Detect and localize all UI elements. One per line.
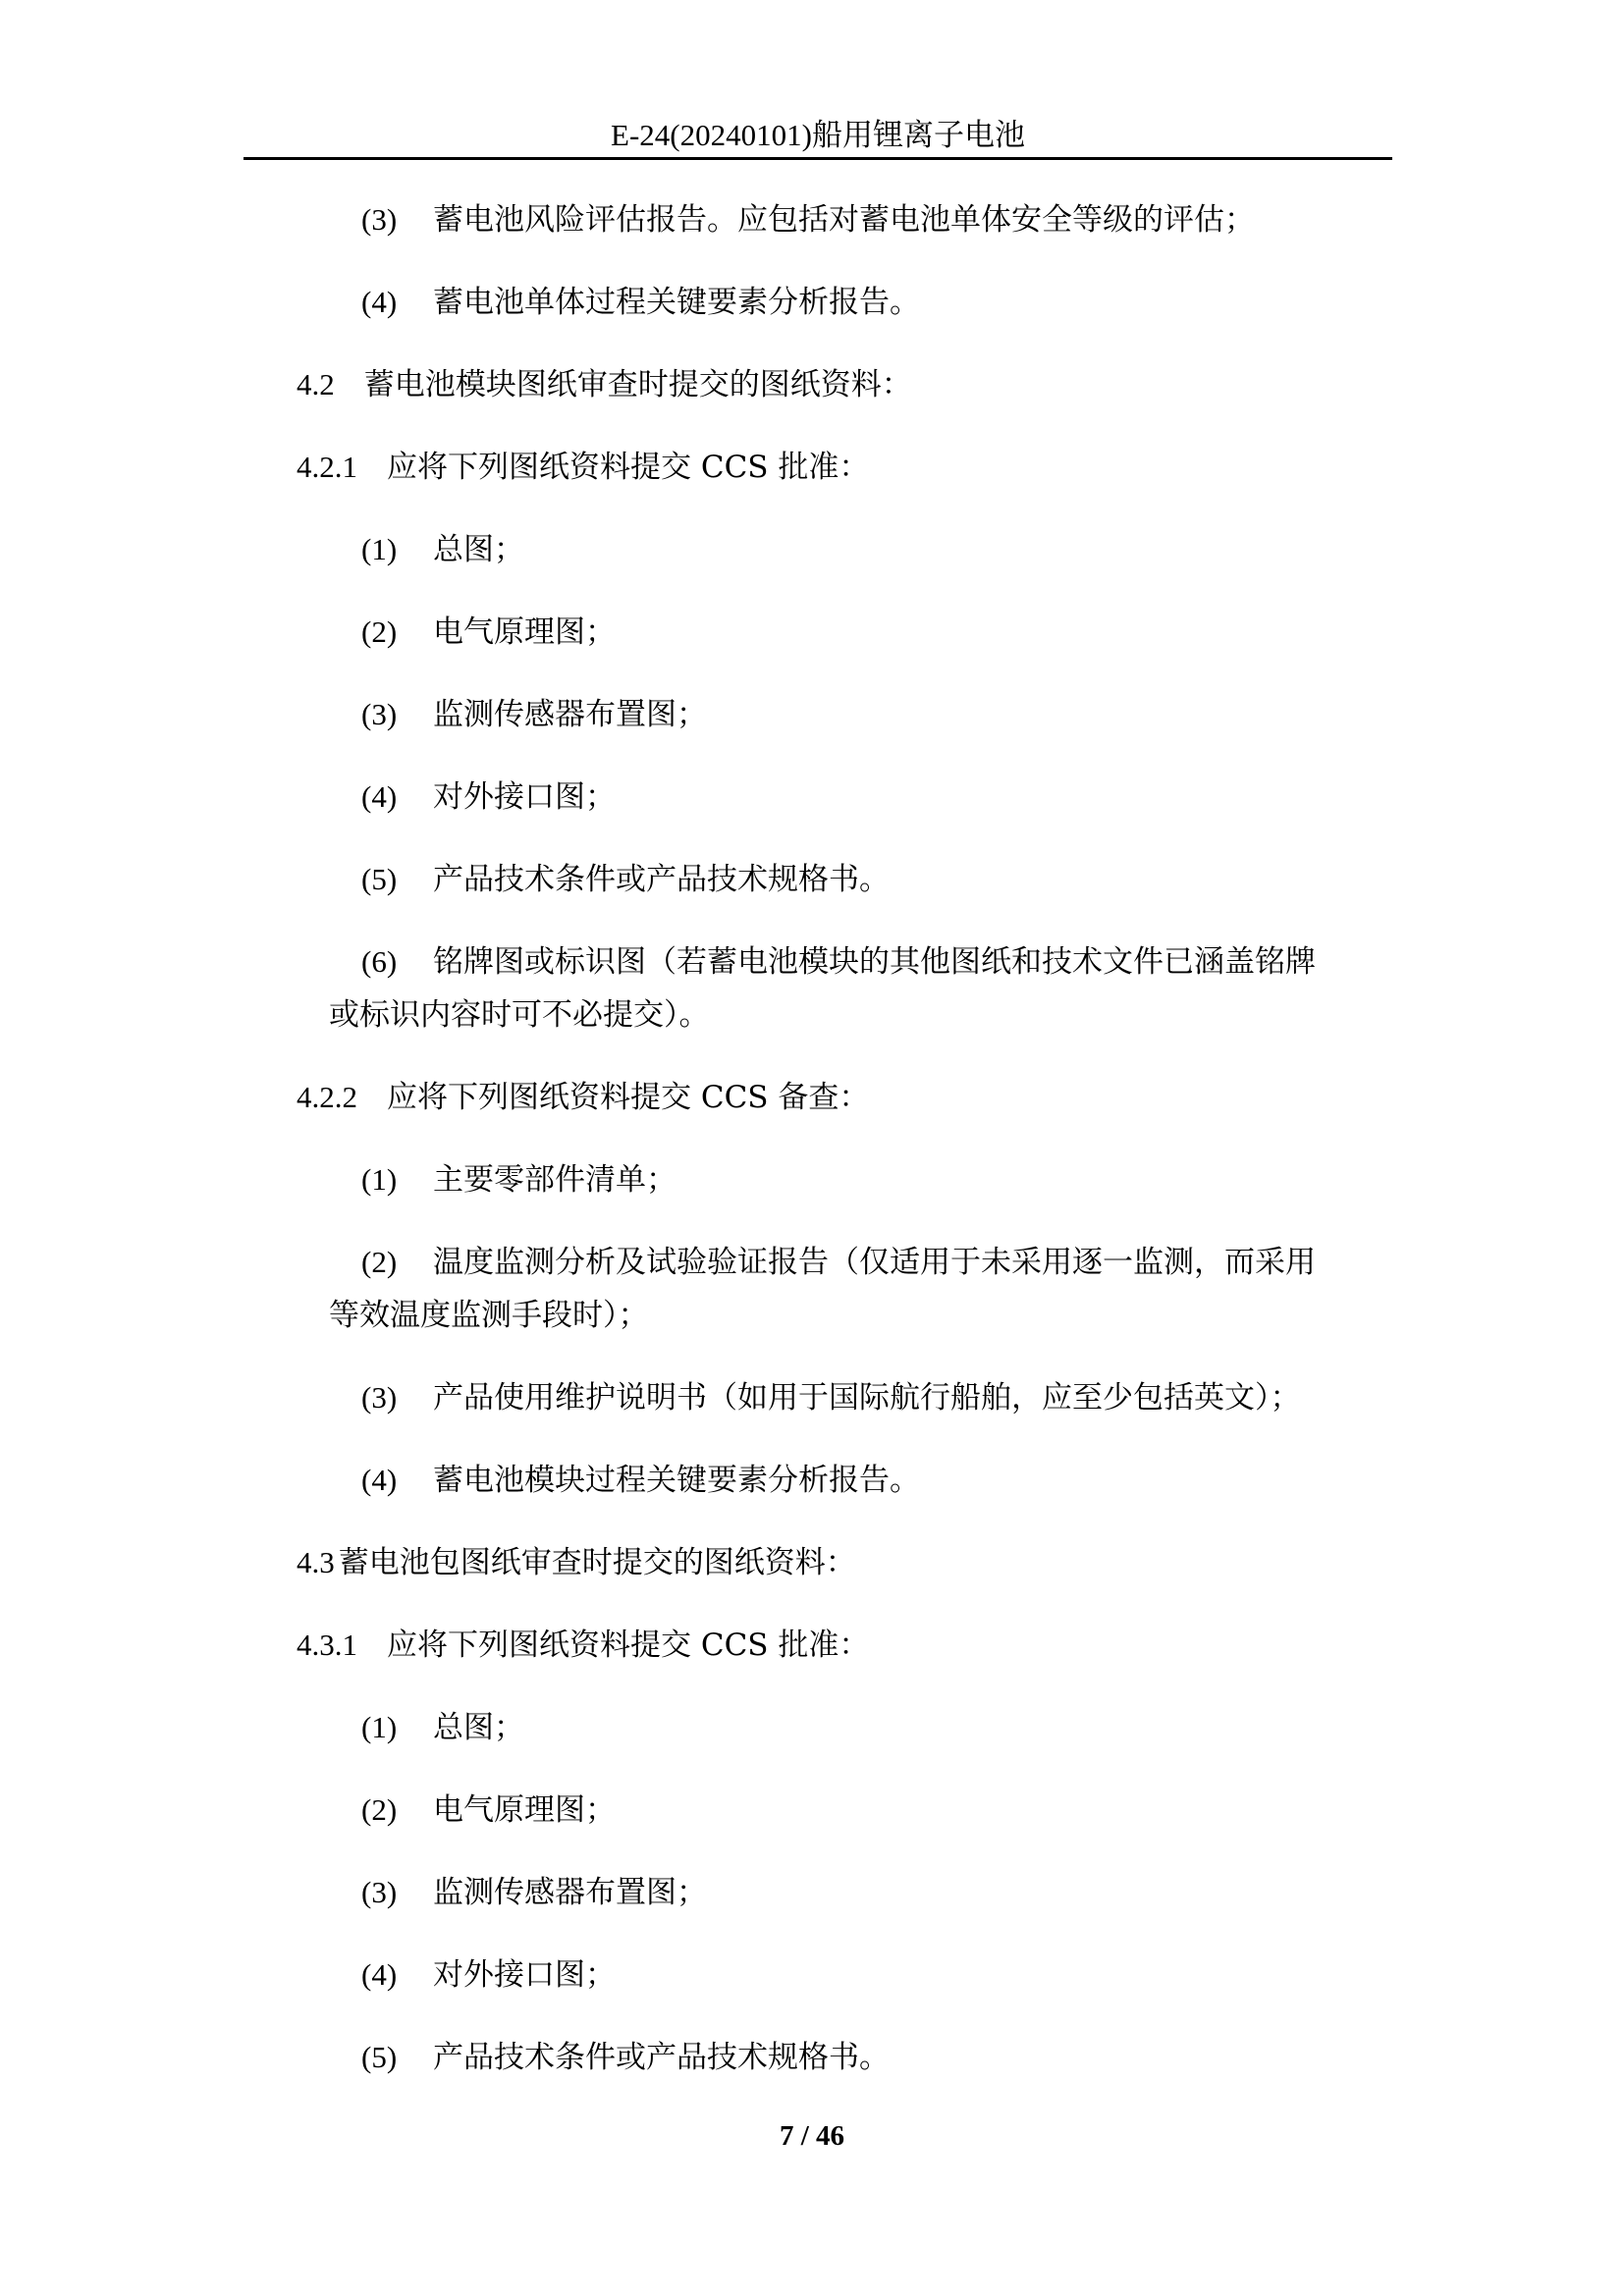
item-number: (4)	[361, 779, 398, 814]
item-text: 总图；	[433, 532, 524, 567]
item-text: 对外接口图；	[433, 779, 616, 815]
item-text: 产品技术条件或产品技术规格书。	[433, 862, 890, 897]
item-number: (6)	[361, 944, 398, 979]
item-text: 主要零部件清单；	[433, 1162, 677, 1198]
list-item	[361, 1243, 1316, 1282]
section-number: 4.3.1	[297, 1628, 357, 1662]
continuation-line: 等效温度监测手段时）；	[329, 1298, 649, 1333]
item-number: (5)	[361, 2040, 398, 2074]
item-number: (1)	[361, 1710, 398, 1744]
item-text: 产品技术条件或产品技术规格书。	[433, 2040, 890, 2075]
subsection-heading	[297, 1626, 869, 1665]
item-text: 蓄电池单体过程关键要素分析报告。	[433, 285, 920, 320]
section-number: 4.3	[297, 1545, 335, 1579]
item-number: (3)	[361, 1875, 398, 1909]
list-item	[361, 777, 616, 817]
list-item	[361, 530, 524, 569]
header-rule	[244, 157, 1392, 160]
list-item	[361, 860, 890, 899]
item-number: (2)	[361, 614, 398, 649]
section-heading	[297, 1543, 856, 1582]
section-number: 4.2.1	[297, 450, 357, 484]
list-item	[361, 1790, 616, 1830]
continuation-line: 或标识内容时可不必提交）。	[329, 997, 710, 1033]
item-text: 铭牌图或标识图（若蓄电池模块的其他图纸和技术文件已涵盖铭牌	[433, 944, 1316, 980]
subsection-heading	[297, 448, 869, 487]
list-item	[361, 1708, 524, 1747]
list-item	[361, 1461, 920, 1500]
list-item	[361, 2038, 890, 2077]
item-number: (4)	[361, 1463, 398, 1497]
item-number: (3)	[361, 697, 398, 731]
section-title: 应将下列图纸资料提交 CCS 批准：	[387, 450, 870, 485]
list-item	[361, 1955, 616, 1995]
list-item	[361, 1873, 707, 1912]
page-number: 7 / 46	[779, 2120, 845, 2152]
list-item	[361, 942, 1316, 982]
item-text: 产品使用维护说明书（如用于国际航行船舶，应至少包括英文）；	[433, 1380, 1301, 1415]
list-item	[361, 1160, 677, 1200]
item-text: 电气原理图；	[433, 1792, 616, 1828]
list-item	[361, 1378, 1301, 1417]
list-item	[361, 613, 616, 652]
subsection-heading	[297, 1078, 869, 1117]
section-heading	[297, 365, 912, 404]
item-number: (1)	[361, 1162, 398, 1197]
item-number: (4)	[361, 1957, 398, 1992]
item-text: 总图；	[433, 1710, 524, 1745]
section-title: 蓄电池模块图纸审查时提交的图纸资料：	[363, 367, 912, 402]
section-title: 应将下列图纸资料提交 CCS 备查：	[387, 1080, 870, 1115]
item-number: (1)	[361, 532, 398, 566]
item-text: 监测传感器布置图；	[433, 1875, 707, 1910]
item-number: (3)	[361, 202, 398, 237]
item-number: (2)	[361, 1245, 398, 1279]
item-text: 电气原理图；	[433, 614, 616, 650]
item-number: (2)	[361, 1792, 398, 1827]
section-title: 蓄电池包图纸审查时提交的图纸资料：	[338, 1545, 856, 1580]
section-number: 4.2	[297, 367, 335, 401]
section-number: 4.2.2	[297, 1080, 357, 1114]
item-text: 蓄电池模块过程关键要素分析报告。	[433, 1463, 920, 1498]
item-number: (5)	[361, 862, 398, 896]
item-text: 对外接口图；	[433, 1957, 616, 1993]
item-number: (3)	[361, 1380, 398, 1415]
section-title: 应将下列图纸资料提交 CCS 批准：	[387, 1628, 870, 1663]
list-item	[361, 200, 1255, 240]
list-item	[361, 283, 920, 322]
item-number: (4)	[361, 285, 398, 319]
item-text: 监测传感器布置图；	[433, 697, 707, 732]
list-item	[361, 695, 707, 734]
item-text: 蓄电池风险评估报告。应包括对蓄电池单体安全等级的评估；	[433, 202, 1255, 238]
item-text: 温度监测分析及试验验证报告（仅适用于未采用逐一监测，而采用	[433, 1245, 1316, 1280]
running-header: E-24(20240101)船用锂离子电池	[611, 118, 1025, 152]
